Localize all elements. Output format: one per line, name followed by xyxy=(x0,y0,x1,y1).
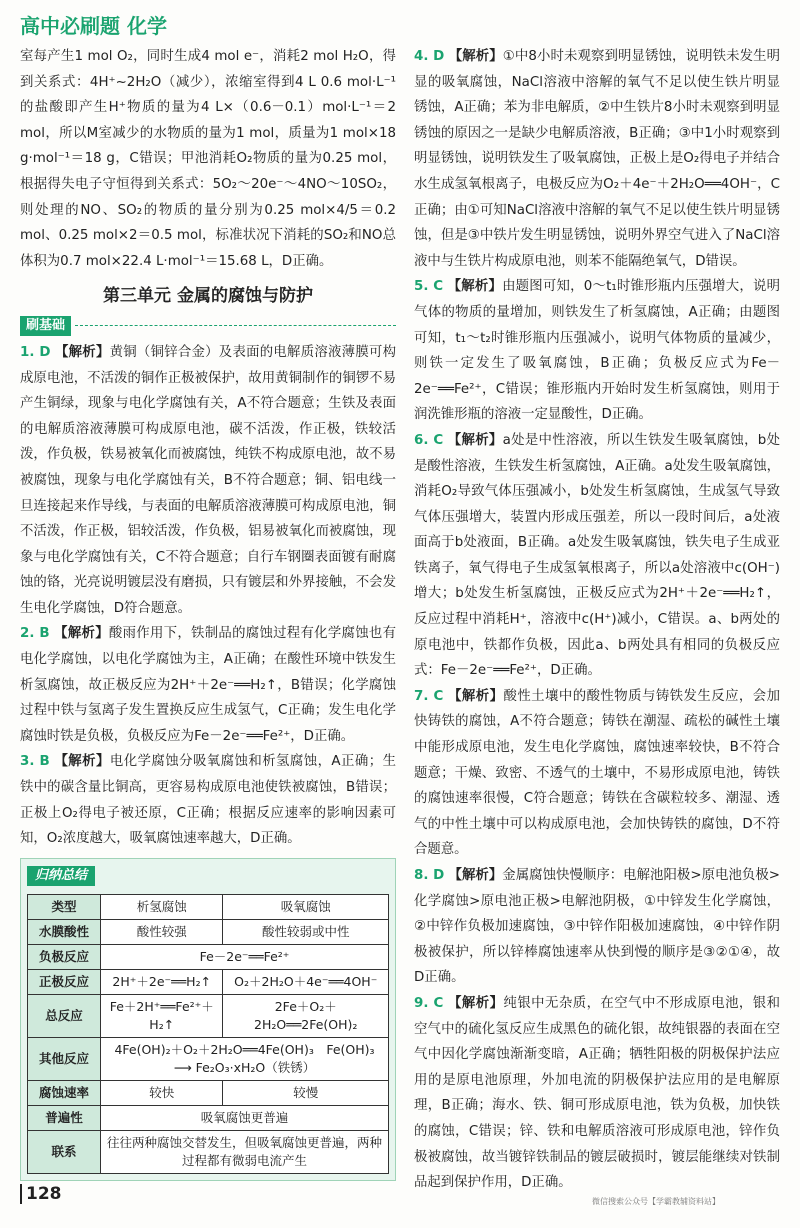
table-cell: 2H⁺＋2e⁻══H₂↑ xyxy=(101,970,223,995)
answer-6 xyxy=(414,428,780,684)
answer-number: 6. C xyxy=(414,432,444,448)
answer-text: 由题图可知，0～t₁时锥形瓶内压强增大，说明气体的物质的量增加，则铁发生了析氢腐蚀，A正确；由题图可知，t₁～t₂时锥形瓶内压强减小，说明气体物质的量减少，则铁一定发生了吸氧腐蚀，B正确；负极反应式为Fe－2e⁻══Fe²⁺，C错误；锥形瓶内开始时发生析氢腐蚀，则用于润洗锥形瓶的溶液一定显酸性，D正确。 xyxy=(414,279,781,423)
table-cell: 负极反应 xyxy=(28,945,101,970)
analysis-tag: 【解析】 xyxy=(447,279,503,295)
section-badge: 刷基础 xyxy=(20,316,71,336)
analysis-tag: 【解析】 xyxy=(54,754,110,770)
table-row xyxy=(28,1038,389,1081)
answer-text: a处是中性溶液，所以生铁发生吸氧腐蚀，b处是酸性溶液，生铁发生析氢腐蚀，A正确。a处发生吸氧腐蚀，消耗O₂导致气体压强减小，b处发生析氢腐蚀，生成氢气导致气体压强增大，装置内形成压强差，所以一段时间后，a处液面高于b处液面，B正确。a处发生吸氧腐蚀，铁失电子生成亚铁离子，氧气得电子生成氢氧根离子，所以a处溶液中c(OH⁻)增大；b处发生析氢腐蚀，正极反应式为2H⁺＋2e⁻══H₂↑，反应过程中消耗H⁺，溶液中c(H⁺)减小，C错误。a、b两处的原电池中，铁都作负极，因此a、b两处具有相同的负极反应式：Fe－2e⁻══Fe²⁺，D正确。 xyxy=(414,432,780,679)
answer-2 xyxy=(20,621,396,749)
section-header xyxy=(20,316,396,336)
summary-title: 归纳总结 xyxy=(27,866,95,886)
table-cell: 较快 xyxy=(101,1081,223,1106)
table-cell: 正极反应 xyxy=(28,970,101,995)
table-row xyxy=(28,995,389,1038)
table-row xyxy=(28,1131,389,1174)
table-cell: 联系 xyxy=(28,1131,101,1174)
table-row xyxy=(28,1081,389,1106)
answer-number: 8. D xyxy=(414,868,445,883)
table-cell: 酸性较弱或中性 xyxy=(223,920,389,945)
summary-box xyxy=(20,858,396,1182)
right-column xyxy=(414,44,780,1196)
answer-3 xyxy=(20,749,396,851)
answer-text: 酸雨作用下，铁制品的腐蚀过程有化学腐蚀也有电化学腐蚀，以电化学腐蚀为主，A正确；在酸性环境中铁发生析氢腐蚀，故正极反应为2H⁺＋2e⁻══H₂↑，B错误；化学腐蚀过程中铁与氢离子发生置换反应生成氢气，C正确；发生电化学腐蚀时铁是负极，负极反应为Fe－2e⁻══Fe²⁺，D正确。 xyxy=(20,626,397,744)
table-row xyxy=(28,920,389,945)
table-cell: O₂＋2H₂O＋4e⁻══4OH⁻ xyxy=(223,970,389,995)
table-header-cell: 吸氧腐蚀 xyxy=(223,895,389,920)
analysis-tag: 【解析】 xyxy=(447,432,503,448)
unit-title: 第三单元 金属的腐蚀与防护 xyxy=(103,286,313,307)
answer-text: 金属腐蚀快慢顺序：电解池阳极>原电池负极>化学腐蚀>原电池正极>电解池阴极，①中锌发生化学腐蚀，②中锌作负极加速腐蚀，③中锌作阳极加速腐蚀，④中锌作阴极被保护，所以锌棒腐蚀速率从快到慢的顺序是③②①④，故D正确。 xyxy=(414,868,780,986)
answer-number: 1. D xyxy=(20,344,51,360)
answer-8 xyxy=(414,863,780,991)
table-header-cell: 析氢腐蚀 xyxy=(101,895,223,920)
table-row xyxy=(28,895,389,920)
table-row xyxy=(28,945,389,970)
section-divider xyxy=(75,325,396,326)
analysis-tag: 【解析】 xyxy=(54,344,110,360)
analysis-tag: 【解析】 xyxy=(448,688,504,704)
table-header-cell: 类型 xyxy=(28,895,101,920)
answer-9 xyxy=(414,991,780,1196)
left-column xyxy=(20,44,396,1181)
answer-number: 2. B xyxy=(20,626,50,642)
table-cell: 吸氧腐蚀更普遍 xyxy=(101,1106,389,1131)
continued-answer: 室每产生1 mol O₂，同时生成4 mol e⁻，消耗2 mol H₂O，得到关系式：4H⁺~2H₂O（减少），浓缩室得到4 L 0.6 mol·L⁻¹的盐酸即产生H⁺物质的量为4 L×（0.6－0.1）mol·L⁻¹＝2 mol，所以M室减少的水物质的量为1 mol，质量为1 mol×18 g·mol⁻¹＝18 g，C错误；甲池消耗O₂物质的量为0.25 mol，根据得失电子守恒得到关系式：5O₂～20e⁻～4NO～10SO₂，则处理的NO、SO₂的物质的量分别为0.25 mol×4/5＝0.2 mol、0.25 mol×2＝0.5 mol，标准状况下消耗的SO₂和NO总体积为0.7 mol×22.4 L·mol⁻¹＝15.68 L，D正确。 xyxy=(20,49,396,269)
answer-number: 3. B xyxy=(20,754,50,770)
analysis-tag: 【解析】 xyxy=(448,868,503,883)
table-cell: 普遍性 xyxy=(28,1106,101,1131)
table-cell: Fe－2e⁻══Fe²⁺ xyxy=(101,945,389,970)
page-number: 128 xyxy=(20,1184,62,1204)
table-cell: 其他反应 xyxy=(28,1038,101,1081)
answer-4 xyxy=(414,44,780,274)
answer-text: 黄铜（铜锌合金）及表面的电解质溶液薄膜可构成原电池，不活泼的铜作正极被保护，故用黄铜制作的铜锣不易产生铜绿，现象与电化学腐蚀有关，A不符合题意；生铁及表面的电解质溶液薄膜可构成原电池，碳不活泼，作正极，铁较活泼，作负极，铁易被氧化而被腐蚀，纯铁不构成原电池，故不易被腐蚀，现象与电化学腐蚀有关，B不符合题意；铜、铝电线一旦连接起来作导线，与表面的电解质溶液薄膜可构成原电池，铜不活泼，作正极，铝较活泼，作负极，铝易被氧化而被腐蚀，现象与电化学腐蚀有关，C不符合题意；自行车钢圈表面镀有耐腐蚀的铬，光亮说明镀层没有磨损，只有镀层和外界接触，不会发生电化学腐蚀，D符合题意。 xyxy=(20,344,397,616)
answer-number: 5. C xyxy=(414,279,444,295)
table-row xyxy=(28,970,389,995)
analysis-tag: 【解析】 xyxy=(448,995,504,1011)
table-cell: 酸性较强 xyxy=(101,920,223,945)
table-cell: 往往两种腐蚀交替发生，但吸氧腐蚀更普遍，两种过程都有微弱电流产生 xyxy=(101,1131,389,1174)
analysis-tag: 【解析】 xyxy=(54,626,109,642)
answer-text: 酸性土壤中的酸性物质与铸铁发生反应，会加快铸铁的腐蚀，A不符合题意；铸铁在潮湿、疏松的碱性土壤中能形成原电池，发生电化学腐蚀，腐蚀速率较快，B不符合题意；干燥、致密、不透气的土壤中，不易形成原电池，铸铁的腐蚀速率很慢，C符合题意；铸铁在含碳粒较多、潮湿、透气的中性土壤中可以构成原电池，会加快铸铁的腐蚀，D不符合题意。 xyxy=(414,688,780,858)
answer-1 xyxy=(20,340,396,622)
answer-text: 电化学腐蚀分吸氧腐蚀和析氢腐蚀，A正确；生铁中的碳含量比铜高，更容易构成原电池使铁被腐蚀，B错误；正极上O₂得电子被还原，C正确；根据反应速率的影响因素可知，O₂浓度越大，吸氧腐蚀速率越大，D正确。 xyxy=(20,754,396,847)
answer-number: 7. C xyxy=(414,688,444,704)
table-cell: 腐蚀速率 xyxy=(28,1081,101,1106)
answer-text: ①中8小时未观察到明显锈蚀，说明铁未发生明显的吸氧腐蚀，NaCl溶液中溶解的氧气不足以使生铁片明显锈蚀，A正确；苯为非电解质，②中生铁片8小时未观察到明显锈蚀的原因之一是缺少电解质溶液，B正确；③中1小时观察到明显锈蚀，说明铁发生了吸氧腐蚀，正极上是O₂得电子并结合水生成氢氧根离子，电极反应为O₂＋4e⁻＋2H₂O══4OH⁻，C正确；由①可知NaCl溶液中溶解的氧气不足以使生铁片明显锈蚀，但是③中铁片发生明显锈蚀，说明外界空气进入了NaCl溶液中与生铁片构成原电池，则苯不能隔绝氧气，D错误。 xyxy=(414,49,780,269)
table-cell: 4Fe(OH)₂＋O₂＋2H₂O══4Fe(OH)₃ Fe(OH)₃ ⟶ Fe₂O₃·xH₂O（铁锈） xyxy=(101,1038,389,1081)
book-header: 高中必刷题 化学 xyxy=(20,14,167,38)
table-cell: 较慢 xyxy=(223,1081,389,1106)
table-cell: 总反应 xyxy=(28,995,101,1038)
table-row xyxy=(28,1106,389,1131)
answer-number: 4. D xyxy=(414,49,445,64)
summary-table xyxy=(27,894,389,1174)
table-cell: Fe＋2H⁺══Fe²⁺＋H₂↑ xyxy=(101,995,223,1038)
footer-watermark: 微信搜索公众号【学霸教辅资料站】 xyxy=(592,1197,720,1206)
answer-text: 纯银中无杂质，在空气中不形成原电池，银和空气中的硫化氢反应生成黑色的硫化银，故纯银器的表面在空气中因化学腐蚀渐渐变暗，A正确；牺牲阳极的阴极保护法应用的是原电池原理，外加电流的阴极保护法应用的是电解原理，B正确；海水、铁、铜可形成原电池，铁为负极，加快铁的腐蚀，C错误；锌、铁和电解质溶液可形成原电池，锌作负极被腐蚀，故当镀锌铁制品的镀层破损时，镀层能继续对铁制品起到保护作用，D正确。 xyxy=(414,995,780,1191)
answer-7 xyxy=(414,684,780,863)
analysis-tag: 【解析】 xyxy=(448,49,503,64)
table-cell: 2Fe＋O₂＋2H₂O══2Fe(OH)₂ xyxy=(223,995,389,1038)
answer-5 xyxy=(414,274,780,428)
table-cell: 水膜酸性 xyxy=(28,920,101,945)
answer-number: 9. C xyxy=(414,995,444,1011)
